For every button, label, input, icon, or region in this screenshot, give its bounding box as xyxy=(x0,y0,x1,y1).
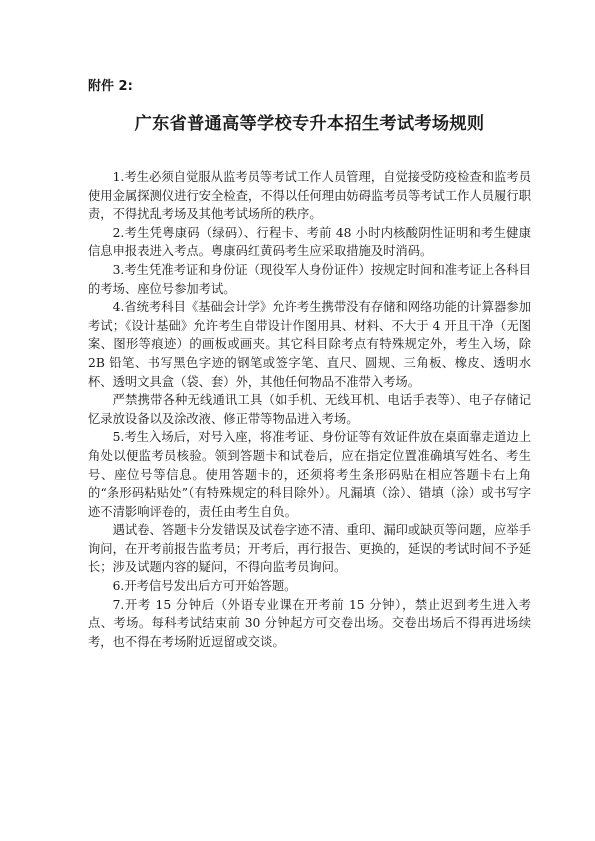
rule-paragraph-7: 7.开考 15 分钟后（外语专业课在开考前 15 分钟），禁止迟到考生进入考点、考场。每科考试结束前 30 分钟起方可交卷出场。交卷出场后不得再进场续考，也不得在考场附近逗留或交谈。 xyxy=(88,597,531,649)
rule-paragraph-1: 1.考生必须自觉服从监考员等考试工作人员管理，自觉接受防疫检查和监考员使用金属探测仪进行安全检查，不得以任何理由妨碍监考员等考试工作人员履行职责，不得扰乱考场及其他考试场所的秩序。 xyxy=(88,170,531,222)
document-body xyxy=(88,168,531,651)
rule-paragraph-3: 3.考生凭准考证和身份证（现役军人身份证件）按规定时间和准考证上各科目的考场、座位号参加考试。 xyxy=(88,262,531,296)
attachment-label: 附件 2: xyxy=(88,79,133,94)
rule-paragraph-2: 2.考生凭粤康码（绿码）、行程卡、考前 48 小时内核酸阴性证明和考生健康信息申报表进入考点。粤康码红黄码考生应采取措施及时消码。 xyxy=(88,225,531,259)
rule-paragraph-4-prohibited-items: 严禁携带各种无线通讯工具（如手机、无线耳机、电话手表等）、电子存储记忆录放设备以及涂改液、修正带等物品进入考场。 xyxy=(88,393,531,426)
rule-paragraph-6: 6.开考信号发出后方可开始答题。 xyxy=(112,579,297,594)
rule-paragraph-5-paper-issues: 遇试卷、答题卡分发错误及试卷字迹不清、重印、漏印或缺页等问题，应举手询问，在开考前报告监考员；开考后，再行报告、更换的，延误的考试时间不予延长；涉及试题内容的疑问，不得向监考员询问。 xyxy=(88,523,531,575)
rule-paragraph-5: 5.考生入场后，对号入座，将准考证、身份证等有效证件放在桌面靠走道边上角处以便监考员核验。领到答题卡和试卷后，应在指定位置准确填写姓名、考生号、座位号等信息。使用答题卡的，还须将考生条形码贴在相应答题卡右上角的“条形码粘贴处”（有特殊规定的科目除外）。凡漏填（涂）、错填（涂）或书写字迹不清影响评卷的，责任由考生自负。 xyxy=(88,430,531,519)
rule-paragraph-4: 4.省统考科目《基础会计学》允许考生携带没有存储和网络功能的计算器参加考试；《设计基础》允许考生自带设计作图用具、材料、不大于 4 开且干净（无图案、图形等痕迹）的画板或画夹。其它科目除考点有特殊规定外，考生入场，除 2B 铅笔、书写黑色字迹的钢笔或签字笔、直尺、圆规、三角板、橡皮、透明水杯、透明文具盒（袋、套）外，其他任何物品不准带入考场。 xyxy=(88,300,531,389)
document-title: 广东省普通高等学校专升本招生考试考场规则 xyxy=(134,114,485,134)
